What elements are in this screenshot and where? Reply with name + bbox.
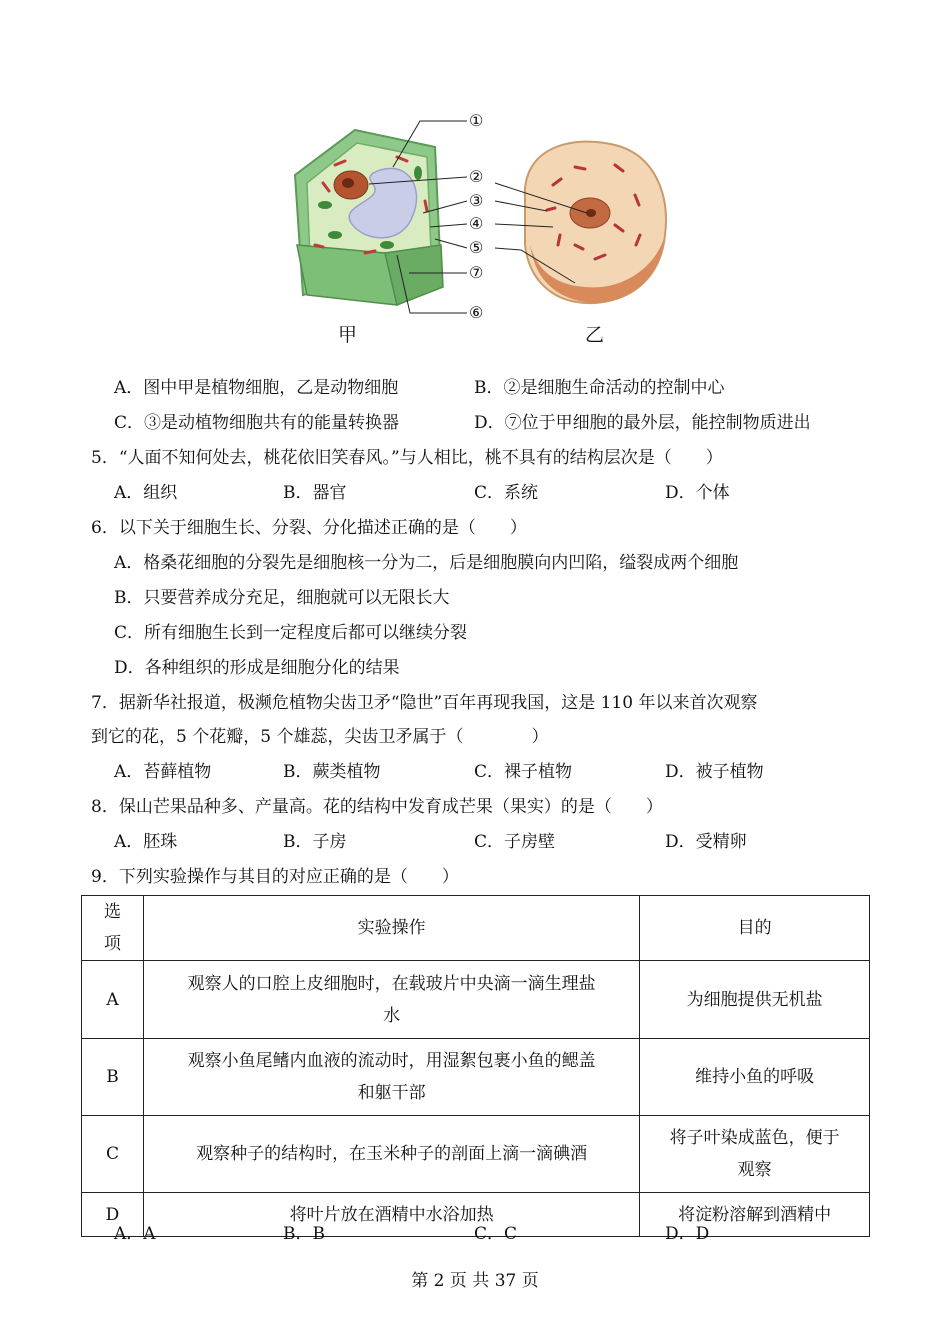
row-operation: 将叶片放在酒精中水浴加热 xyxy=(143,1193,639,1237)
q8-option-b: B．子房 xyxy=(283,832,347,852)
plant-cell-illustration xyxy=(295,130,443,305)
q9-option-b: B．B xyxy=(283,1224,325,1244)
table-row xyxy=(82,1116,870,1193)
label-1: ① xyxy=(469,111,484,130)
table-row xyxy=(82,961,870,1039)
q5-stem: 5．“人面不知何处去，桃花依旧笑春风。”与人相比，桃不具有的结构层次是（ ） xyxy=(91,448,723,468)
q8-option-d: D．受精卵 xyxy=(665,832,747,852)
q7-option-d: D．被子植物 xyxy=(665,762,764,782)
label-7: ⑦ xyxy=(469,263,484,282)
q4-option-d: D．⑦位于甲细胞的最外层，能控制物质进出 xyxy=(474,413,811,433)
caption-jia: 甲 xyxy=(338,324,358,346)
table-header-operation: 实验操作 xyxy=(143,896,639,961)
page-footer: 第 2 页 共 37 页 xyxy=(411,1271,539,1291)
q6-option-a: A．格桑花细胞的分裂先是细胞核一分为二，后是细胞膜向内凹陷，缢裂成两个细胞 xyxy=(114,553,739,573)
q5-option-a: A．组织 xyxy=(114,483,178,503)
table-header-purpose: 目的 xyxy=(640,896,870,961)
q4-option-c: C．③是动植物细胞共有的能量转换器 xyxy=(114,413,400,433)
q9-option-a: A．A xyxy=(114,1224,156,1244)
row-purpose: 将子叶染成蓝色，便于 观察 xyxy=(640,1116,870,1193)
q7-option-b: B．蕨类植物 xyxy=(283,762,381,782)
row-purpose: 将淀粉溶解到酒精中 xyxy=(640,1193,870,1237)
q7-option-c: C．裸子植物 xyxy=(474,762,573,782)
q6-option-d: D．各种组织的形成是细胞分化的结果 xyxy=(114,658,400,678)
q4-option-b: B．②是细胞生命活动的控制中心 xyxy=(474,378,725,398)
experiment-table xyxy=(81,895,870,1237)
row-operation: 观察种子的结构时，在玉米种子的剖面上滴一滴碘酒 xyxy=(143,1116,639,1193)
row-option: C xyxy=(82,1116,144,1193)
q5-option-c: C．系统 xyxy=(474,483,539,503)
q6-option-b: B．只要营养成分充足，细胞就可以无限长大 xyxy=(114,588,450,608)
row-option: B xyxy=(82,1039,144,1116)
row-option: A xyxy=(82,961,144,1039)
row-operation: 观察小鱼尾鳍内血液的流动时，用湿絮包裹小鱼的鳃盖 和躯干部 xyxy=(143,1039,639,1116)
label-4: ④ xyxy=(469,214,484,233)
animal-cell-illustration xyxy=(525,142,666,304)
row-option: D xyxy=(82,1193,144,1237)
q5-option-d: D．个体 xyxy=(665,483,730,503)
q6-option-c: C．所有细胞生长到一定程度后都可以继续分裂 xyxy=(114,623,468,643)
row-operation: 观察人的口腔上皮细胞时，在载玻片中央滴一滴生理盐 水 xyxy=(143,961,639,1039)
q6-stem: 6．以下关于细胞生长、分裂、分化描述正确的是（ ） xyxy=(91,518,527,538)
q4-option-a: A．图中甲是植物细胞，乙是动物细胞 xyxy=(114,378,399,398)
q7-stem-line1: 7．据新华社报道，极濒危植物尖齿卫矛“隐世”百年再现我国，这是 110 年以来首次观察 xyxy=(91,693,758,713)
table-header-row xyxy=(82,896,870,961)
q8-option-c: C．子房壁 xyxy=(474,832,556,852)
q5-option-b: B．器官 xyxy=(283,483,347,503)
q8-stem: 8．保山芒果品种多、产量高。花的结构中发育成芒果（果实）的是（ ） xyxy=(91,797,663,817)
table-row xyxy=(82,1039,870,1116)
q9-option-c: C．C xyxy=(474,1224,518,1244)
table-header-option: 选项 xyxy=(82,896,144,961)
q8-option-a: A．胚珠 xyxy=(114,832,178,852)
cell-diagram-figure xyxy=(285,105,705,350)
label-6: ⑥ xyxy=(469,303,484,322)
row-purpose: 为细胞提供无机盐 xyxy=(640,961,870,1039)
q9-option-d: D．D xyxy=(665,1224,710,1244)
q7-stem-line2: 到它的花，5 个花瓣，5 个雄蕊，尖齿卫矛属于（ ） xyxy=(91,727,549,747)
row-purpose: 维持小鱼的呼吸 xyxy=(640,1039,870,1116)
cell-diagram xyxy=(285,105,705,350)
label-3: ③ xyxy=(469,191,484,210)
q7-option-a: A．苔藓植物 xyxy=(114,762,212,782)
label-2: ② xyxy=(469,167,484,186)
caption-yi: 乙 xyxy=(585,324,605,346)
q9-stem: 9．下列实验操作与其目的对应正确的是（ ） xyxy=(91,867,459,887)
label-5: ⑤ xyxy=(469,238,484,257)
